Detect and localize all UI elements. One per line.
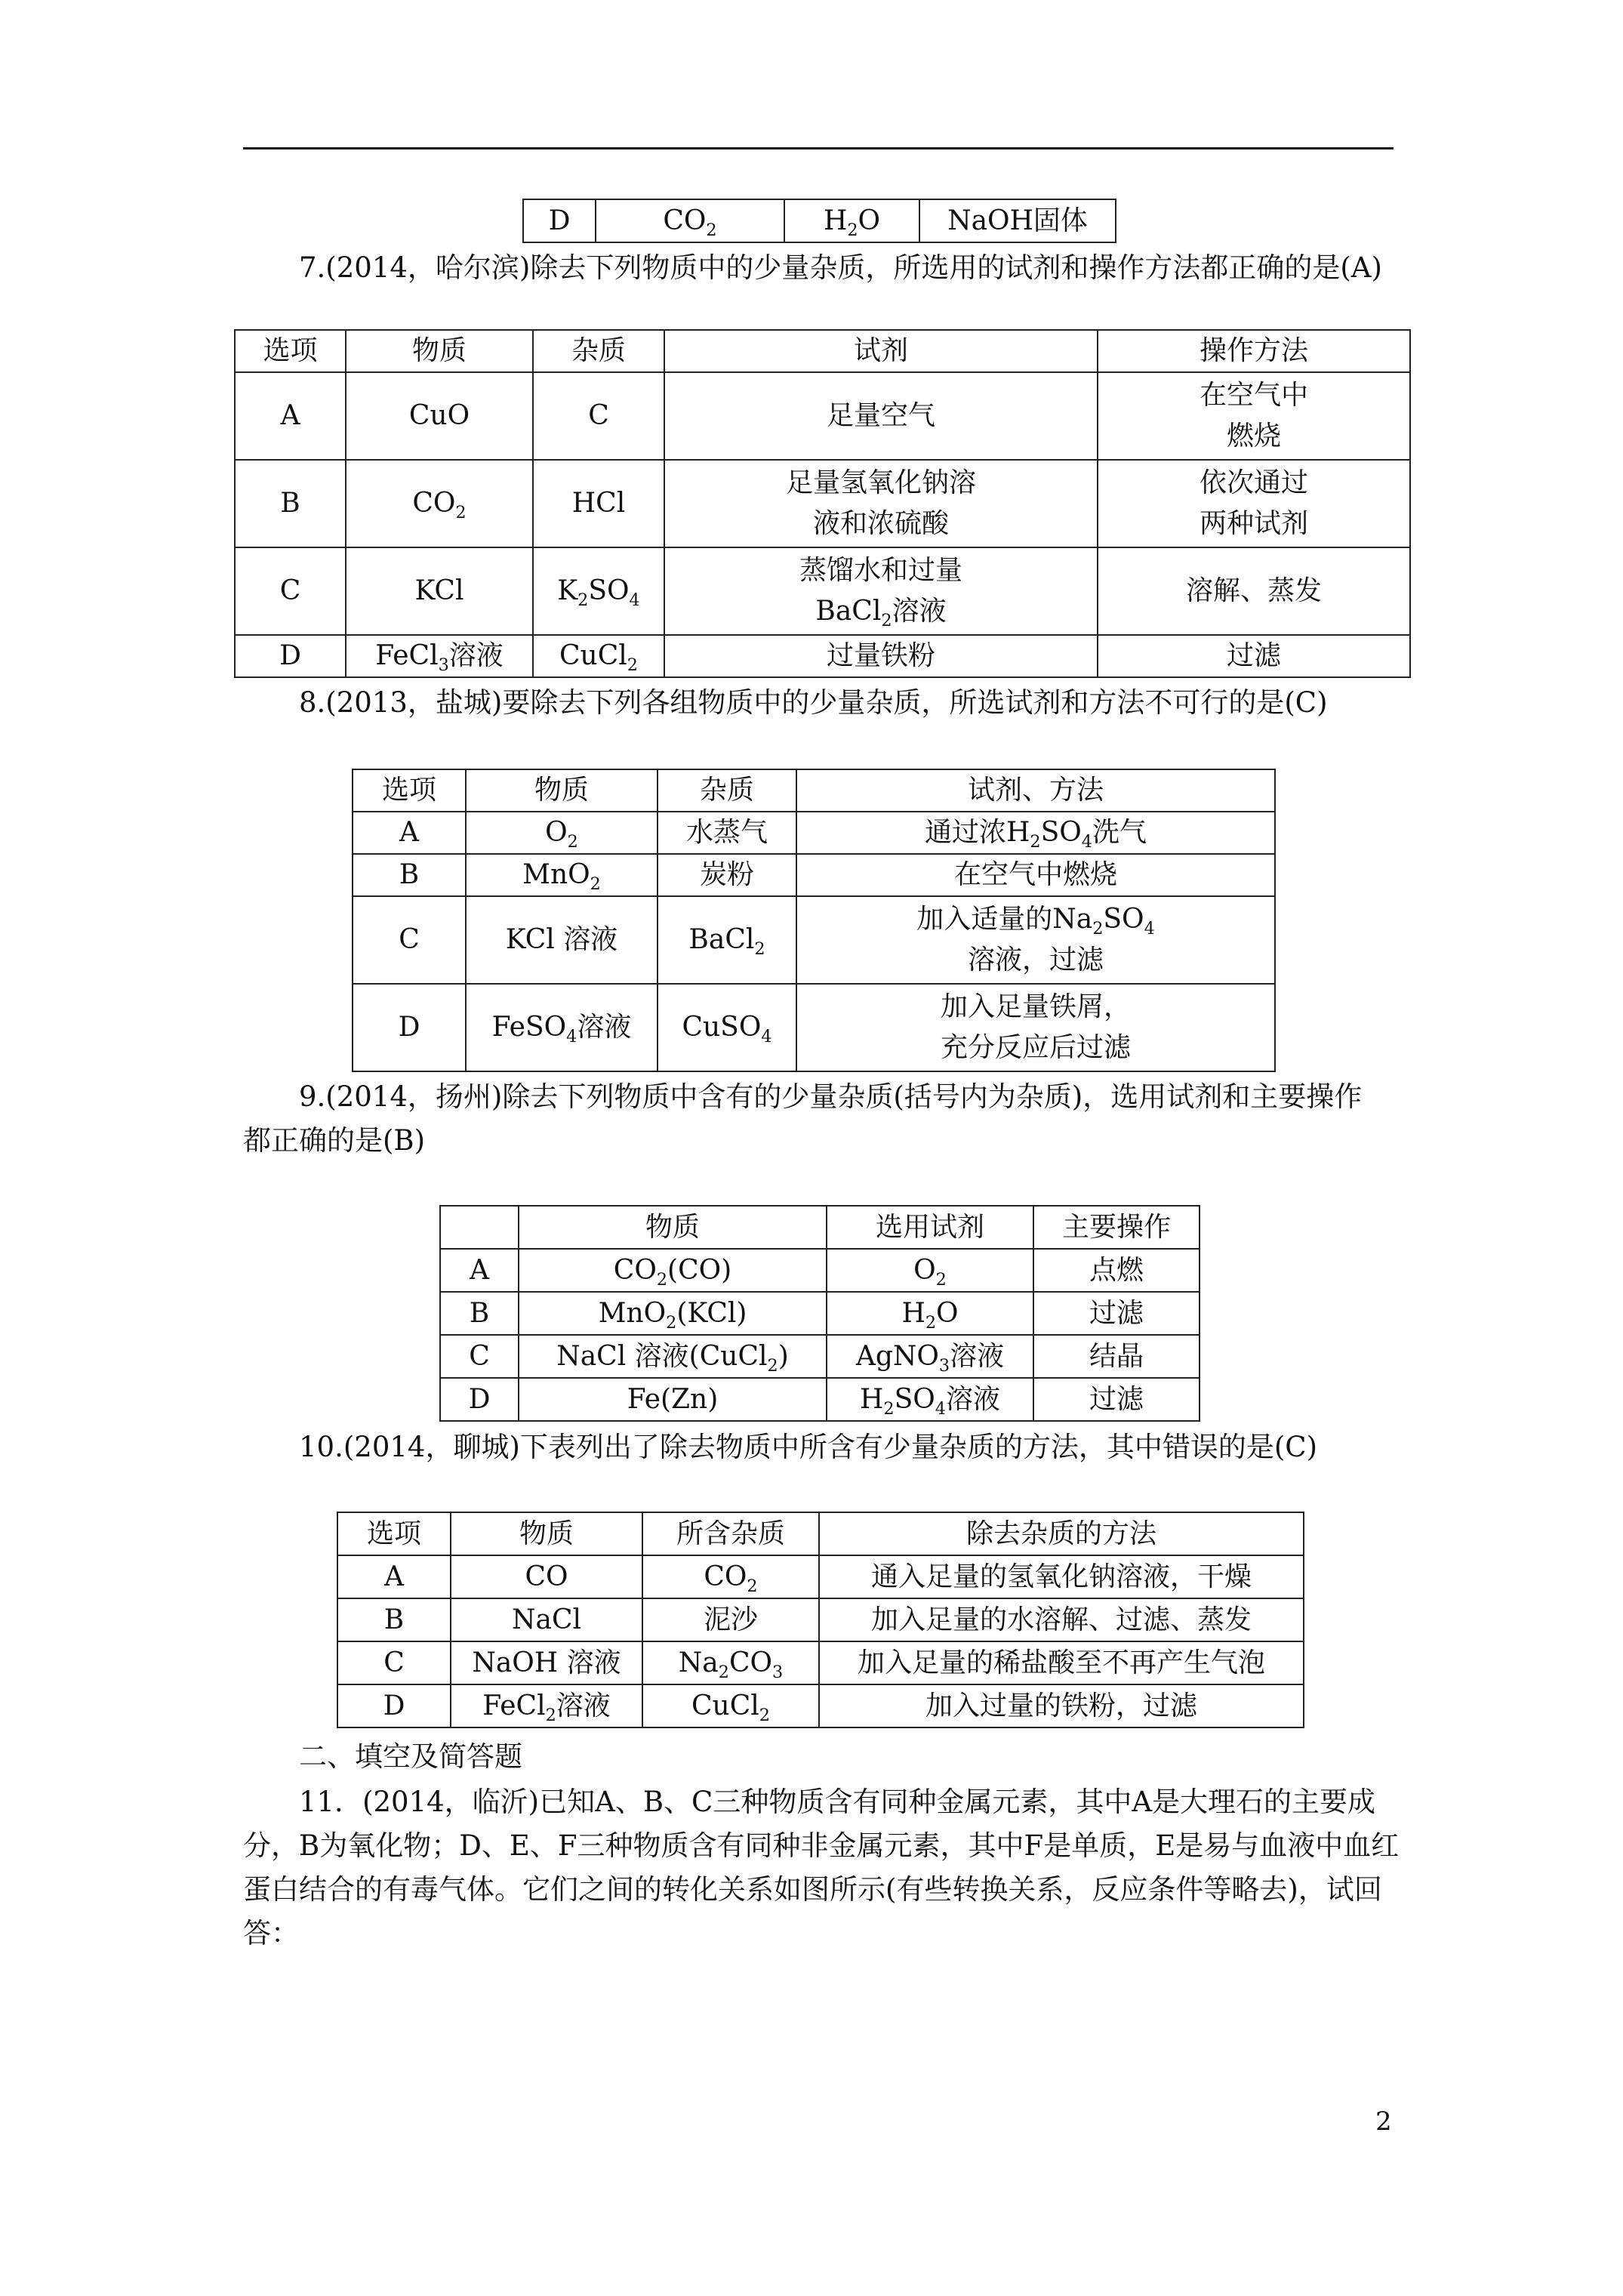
option-cell: B — [337, 1598, 451, 1641]
chem-cell: CuO — [346, 372, 533, 460]
table-row — [235, 547, 1410, 635]
chem-cell: FeCl$_2$溶液 — [451, 1684, 642, 1727]
chem-cell: MnO$_2$(KCl) — [519, 1292, 827, 1335]
chem-cell: Fe(Zn) — [519, 1378, 827, 1421]
header-cell: 杂质 — [533, 330, 664, 372]
cell-line: 过滤 — [1226, 640, 1281, 671]
header-cell: 选用试剂 — [827, 1206, 1033, 1249]
cell-line: 足量空气 — [826, 400, 935, 431]
table-row — [337, 1598, 1304, 1641]
method-cell — [1098, 547, 1410, 635]
cell-line: 在空气中 — [1199, 380, 1308, 411]
carryover-table — [522, 199, 1116, 243]
chem-cell: KCl 溶液 — [466, 896, 658, 984]
option-cell: D — [235, 635, 346, 677]
chem-cell: NaCl 溶液(CuCl$_2$) — [519, 1335, 827, 1378]
cell-line: 在空气中燃烧 — [953, 859, 1117, 890]
header-cell: 物质 — [519, 1206, 827, 1249]
op-cell: 结晶 — [1033, 1335, 1200, 1378]
cell-line: 足量氢氧化钠溶 — [785, 467, 976, 498]
table-header-row — [353, 769, 1275, 812]
header-cell: 除去杂质的方法 — [819, 1512, 1304, 1555]
method-cell — [796, 984, 1275, 1071]
chem-cell: 水蒸气 — [658, 812, 796, 854]
chem-cell: $Na_2CO_3$ — [642, 1641, 819, 1684]
chem-cell: NaCl — [451, 1598, 642, 1641]
chem-cell: CuCl$_2$ — [642, 1684, 819, 1727]
q10-table — [337, 1512, 1304, 1728]
chem-cell: $O_2$ — [827, 1249, 1033, 1292]
cell-line: 通过浓$H_2SO_4$洗气 — [924, 817, 1147, 852]
header-cell: 物质 — [346, 330, 533, 372]
chem-cell: $CO_2(CO)$ — [519, 1249, 827, 1292]
op-cell: 点燃 — [1033, 1249, 1200, 1292]
method-cell — [796, 896, 1275, 984]
chem-cell: HCl — [533, 460, 664, 547]
cell-line: 溶解、蒸发 — [1185, 575, 1322, 606]
chem-cell: CuSO$_4$ — [658, 984, 796, 1071]
op-cell: 过滤 — [1033, 1378, 1200, 1421]
table-row — [353, 812, 1275, 854]
chem-cell: C — [533, 372, 664, 460]
chem-cell: $CO_2$ — [346, 460, 533, 547]
option-cell: A — [440, 1249, 519, 1292]
method-cell — [796, 812, 1275, 854]
chem-cell: 炭粉 — [658, 854, 796, 896]
option-cell: D — [353, 984, 466, 1071]
method-cell: 通入足量的氢氧化钠溶液，干燥 — [819, 1555, 1304, 1598]
question-9-text-cont: 都正确的是(B) — [243, 1124, 426, 1157]
chem-cell: AgNO$_3$溶液 — [827, 1335, 1033, 1378]
table-row — [353, 984, 1275, 1071]
method-cell — [1098, 635, 1410, 677]
cell-line: 两种试剂 — [1199, 508, 1308, 539]
option-cell: C — [337, 1641, 451, 1684]
reagent-cell — [664, 547, 1098, 635]
table-row — [440, 1335, 1200, 1378]
cell-line: 液和浓硫酸 — [812, 508, 949, 539]
chem-cell: $H_2SO_4$溶液 — [827, 1378, 1033, 1421]
option-cell: C — [235, 547, 346, 635]
option-cell: A — [337, 1555, 451, 1598]
chem-cell: BaCl$_2$ — [658, 896, 796, 984]
page-number: 2 — [1375, 2106, 1392, 2137]
option-cell: D — [440, 1378, 519, 1421]
question-10-text: 10.(2014，聊城)下表列出了除去物质中所含有少量杂质的方法，其中错误的是(C) — [299, 1431, 1318, 1463]
chem-cell: MnO$_2$ — [466, 854, 658, 896]
chem-cell: $CO_2$ — [642, 1555, 819, 1598]
option-cell: C — [353, 896, 466, 984]
cell-line: 充分反应后过滤 — [940, 1032, 1131, 1063]
reagent-cell — [664, 372, 1098, 460]
option-cell: D — [523, 199, 596, 242]
question-11-text: 11．(2014，临沂)已知A、B、C三种物质含有同种金属元素，其中A是大理石的主要成分，B为氧化物；D、E、F三种物质含有同种非金属元素，其中F是单质，E是易与血液中血红蛋白结合的有毒气体。它们之间的转化关系如图所示(有些转换关系，反应条件等略去)，试回答： — [243, 1786, 1400, 1949]
table-header-row — [337, 1512, 1304, 1555]
header-cell: 试剂 — [664, 330, 1098, 372]
chem-cell: FeCl$_3$溶液 — [346, 635, 533, 677]
cell-line: 溶液，过滤 — [967, 945, 1104, 975]
header-cell: 选项 — [337, 1512, 451, 1555]
chem-cell: CuCl$_2$ — [533, 635, 664, 677]
header-rule — [243, 147, 1394, 149]
cell-line: 加入适量的$Na_2SO_4$ — [916, 904, 1155, 939]
header-cell: 选项 — [235, 330, 346, 372]
table-row — [235, 460, 1410, 547]
q7-table — [234, 329, 1411, 678]
reagent-cell — [664, 460, 1098, 547]
table-row — [353, 896, 1275, 984]
cell-line: BaCl$_2$溶液 — [815, 596, 947, 631]
option-cell: A — [353, 812, 466, 854]
chem-cell: $CO_2$ — [596, 199, 784, 242]
header-cell: 选项 — [353, 769, 466, 812]
chem-cell: CO — [451, 1555, 642, 1598]
table-row — [523, 199, 1116, 242]
header-cell: 试剂、方法 — [796, 769, 1275, 812]
header-cell: 物质 — [451, 1512, 642, 1555]
table-row — [235, 372, 1410, 460]
option-cell: B — [235, 460, 346, 547]
table-row — [235, 635, 1410, 677]
question-9-text: 9.(2014，扬州)除去下列物质中含有的少量杂质(括号内为杂质)，选用试剂和主要操作 — [299, 1080, 1363, 1113]
q9-table — [439, 1205, 1200, 1422]
option-cell: D — [337, 1684, 451, 1727]
header-cell: 操作方法 — [1098, 330, 1410, 372]
q8-table — [352, 769, 1276, 1072]
method-cell — [1098, 460, 1410, 547]
table-row — [337, 1555, 1304, 1598]
method-cell: 加入足量的水溶解、过滤、蒸发 — [819, 1598, 1304, 1641]
chem-cell: $O_2$ — [466, 812, 658, 854]
header-cell: 所含杂质 — [642, 1512, 819, 1555]
table-row — [440, 1378, 1200, 1421]
text-cell: NaOH固体 — [919, 199, 1116, 242]
section-heading: 二、填空及简答题 — [299, 1740, 522, 1773]
header-cell: 杂质 — [658, 769, 796, 812]
table-row — [440, 1249, 1200, 1292]
table-header-row — [235, 330, 1410, 372]
op-cell: 过滤 — [1033, 1292, 1200, 1335]
method-cell: 加入足量的稀盐酸至不再产生气泡 — [819, 1641, 1304, 1684]
table-row — [337, 1641, 1304, 1684]
method-cell — [796, 854, 1275, 896]
reagent-cell — [664, 635, 1098, 677]
chem-cell: NaOH 溶液 — [451, 1641, 642, 1684]
table-row — [440, 1292, 1200, 1335]
table-row — [337, 1684, 1304, 1727]
header-cell: 物质 — [466, 769, 658, 812]
cell-line: 蒸馏水和过量 — [799, 555, 962, 586]
option-cell: B — [353, 854, 466, 896]
cell-line: 燃烧 — [1226, 421, 1281, 451]
method-cell — [1098, 372, 1410, 460]
chem-cell: 泥沙 — [642, 1598, 819, 1641]
question-7-text: 7.(2014，哈尔滨)除去下列物质中的少量杂质，所选用的试剂和操作方法都正确的是(A) — [299, 251, 1382, 284]
chem-cell: $H_2O$ — [827, 1292, 1033, 1335]
method-cell: 加入过量的铁粉，过滤 — [819, 1684, 1304, 1727]
header-cell — [440, 1206, 519, 1249]
table-row — [353, 854, 1275, 896]
option-cell: B — [440, 1292, 519, 1335]
chem-cell: $K_2SO_4$ — [533, 547, 664, 635]
option-cell: C — [440, 1335, 519, 1378]
chem-cell: FeSO$_4$溶液 — [466, 984, 658, 1071]
chem-cell: $H_2O$ — [784, 199, 919, 242]
question-8-text: 8.(2013，盐城)要除去下列各组物质中的少量杂质，所选试剂和方法不可行的是(C) — [299, 686, 1328, 719]
table-header-row — [440, 1206, 1200, 1249]
cell-line: 加入足量铁屑， — [940, 991, 1131, 1022]
cell-line: 过量铁粉 — [826, 640, 935, 671]
header-cell: 主要操作 — [1033, 1206, 1200, 1249]
option-cell: A — [235, 372, 346, 460]
chem-cell: KCl — [346, 547, 533, 635]
cell-line: 依次通过 — [1199, 467, 1308, 498]
